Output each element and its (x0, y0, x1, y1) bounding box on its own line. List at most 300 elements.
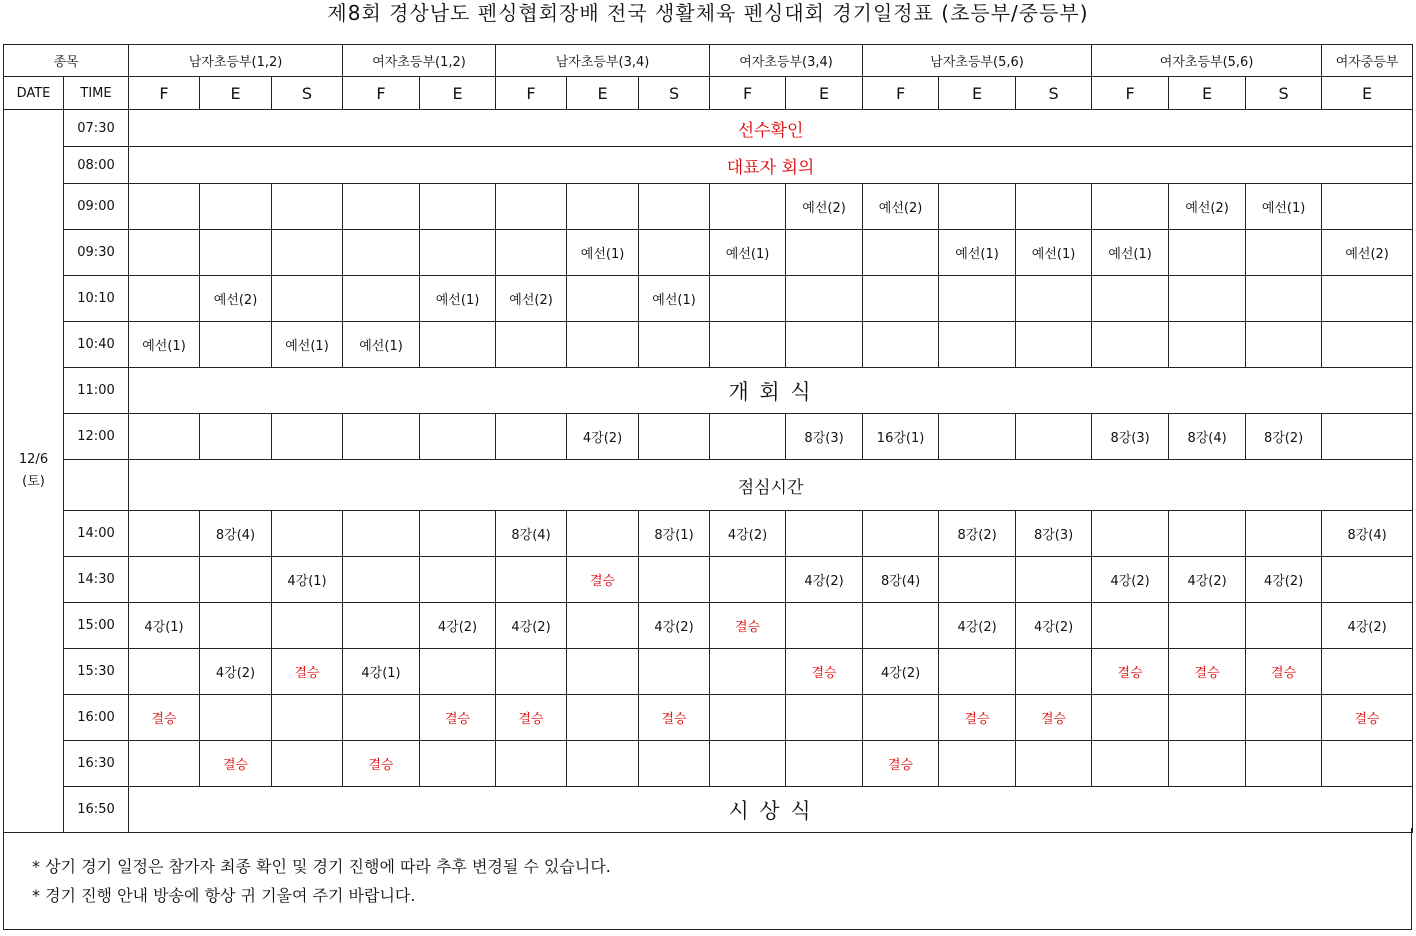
schedule-row (4, 110, 1413, 147)
time-cell: 16:00 (64, 695, 129, 741)
final-label: 결승 (294, 666, 320, 681)
round-label: 4강(1) (287, 574, 327, 589)
match-cell (420, 184, 496, 230)
match-cell (420, 322, 496, 368)
match-cell (420, 230, 496, 276)
round-label: 4강(2) (1347, 620, 1387, 635)
note-line: * 상기 경기 일정은 참가자 최종 확인 및 경기 진행에 따라 추후 변경될 수 있습니다. (32, 857, 611, 876)
match-cell (420, 695, 496, 741)
event-banner: 시 상 식 (129, 787, 1413, 833)
match-cell (1322, 695, 1413, 741)
final-label: 결승 (1194, 666, 1220, 681)
match-cell (1016, 511, 1092, 557)
match-cell (1169, 741, 1246, 787)
match-cell (863, 557, 939, 603)
match-cell (1169, 557, 1246, 603)
date-weekday: (토) (22, 474, 45, 489)
round-label: 4강(2) (880, 666, 921, 681)
match-cell (129, 557, 200, 603)
match-cell (1322, 184, 1413, 230)
match-cell (710, 695, 786, 741)
round-label: 8강(3) (1033, 528, 1074, 543)
match-cell (1169, 649, 1246, 695)
match-cell (639, 322, 710, 368)
match-cell (420, 603, 496, 649)
weapon-header: F (343, 77, 420, 110)
match-cell (939, 230, 1016, 276)
final-label: 결승 (518, 712, 544, 727)
match-cell (496, 414, 567, 460)
match-cell (272, 322, 343, 368)
match-cell (939, 276, 1016, 322)
match-cell (1246, 230, 1322, 276)
round-label: 예선(1) (285, 339, 329, 354)
final-label: 결승 (964, 712, 990, 727)
round-label: 예선(1) (580, 247, 625, 262)
weapon-header: E (567, 77, 639, 110)
match-cell (1322, 511, 1413, 557)
weapon-header: S (639, 77, 710, 110)
match-cell (200, 649, 272, 695)
match-cell (272, 557, 343, 603)
weapon-header: E (420, 77, 496, 110)
time-cell: 08:00 (64, 147, 129, 184)
match-cell (863, 322, 939, 368)
match-cell (1169, 414, 1246, 460)
match-cell (496, 230, 567, 276)
match-cell (1092, 741, 1169, 787)
weapon-header: F (1092, 77, 1169, 110)
final-label: 결승 (1117, 666, 1143, 681)
round-label: 8강(2) (1263, 431, 1304, 446)
weapon-header: E (939, 77, 1016, 110)
match-cell (1092, 276, 1169, 322)
time-cell: 10:10 (64, 276, 129, 322)
round-label: 16강(1) (876, 431, 925, 446)
event-banner: 점심시간 (129, 460, 1413, 511)
match-cell (1322, 649, 1413, 695)
time-cell (64, 460, 129, 511)
time-cell: 07:30 (64, 110, 129, 147)
match-cell (343, 649, 420, 695)
match-cell (1016, 741, 1092, 787)
round-label: 4강(2) (215, 666, 256, 681)
match-cell (939, 322, 1016, 368)
match-cell (567, 557, 639, 603)
round-label: 4강(1) (144, 620, 184, 635)
round-label: 예선(1) (142, 339, 186, 354)
match-cell (1092, 603, 1169, 649)
round-label: 4강(2) (727, 528, 768, 543)
match-cell (343, 695, 420, 741)
match-cell (200, 695, 272, 741)
round-label: 예선(2) (1345, 247, 1389, 262)
round-label: 예선(2) (878, 201, 923, 216)
time-cell: 10:40 (64, 322, 129, 368)
match-cell (496, 322, 567, 368)
match-cell (639, 603, 710, 649)
match-cell (496, 741, 567, 787)
time-cell: 09:30 (64, 230, 129, 276)
round-label: 8강(4) (880, 574, 921, 589)
round-label: 예선(1) (359, 339, 403, 354)
match-cell (1246, 276, 1322, 322)
match-cell (639, 741, 710, 787)
group-header: 여자초등부(5,6) (1092, 45, 1322, 77)
match-cell (1016, 695, 1092, 741)
date-cell (4, 110, 64, 833)
schedule-row (4, 557, 1413, 603)
header-row-groups (4, 45, 1413, 77)
round-label: 8강(4) (1347, 528, 1387, 543)
match-cell (639, 184, 710, 230)
match-cell (939, 649, 1016, 695)
match-cell (710, 322, 786, 368)
match-cell (786, 649, 863, 695)
match-cell (567, 322, 639, 368)
match-cell (639, 649, 710, 695)
match-cell (1246, 649, 1322, 695)
match-cell (863, 276, 939, 322)
match-cell (420, 511, 496, 557)
match-cell (786, 695, 863, 741)
time-cell: 11:00 (64, 368, 129, 414)
round-label: 예선(1) (1261, 201, 1306, 216)
final-label: 결승 (589, 574, 616, 589)
match-cell (939, 511, 1016, 557)
match-cell (939, 603, 1016, 649)
time-cell: 16:50 (64, 787, 129, 833)
match-cell (863, 649, 939, 695)
group-header: 여자초등부(3,4) (710, 45, 863, 77)
match-cell (1322, 741, 1413, 787)
note-line: * 경기 진행 안내 방송에 항상 귀 기울여 주기 바랍니다. (32, 886, 416, 905)
match-cell (129, 322, 200, 368)
match-cell (1092, 557, 1169, 603)
round-label: 예선(1) (435, 293, 480, 308)
event-banner: 선수확인 (129, 110, 1413, 147)
schedule-row (4, 741, 1413, 787)
match-cell (129, 649, 200, 695)
match-cell (496, 276, 567, 322)
match-cell (1246, 322, 1322, 368)
match-cell (420, 276, 496, 322)
match-cell (420, 649, 496, 695)
match-cell (1016, 322, 1092, 368)
round-label: 예선(2) (802, 201, 846, 216)
match-cell (272, 603, 343, 649)
match-cell (420, 557, 496, 603)
event-banner: 대표자 회의 (129, 147, 1413, 184)
match-cell (863, 414, 939, 460)
match-cell (1322, 414, 1413, 460)
time-cell: 15:00 (64, 603, 129, 649)
match-cell (272, 230, 343, 276)
weapon-header: F (863, 77, 939, 110)
final-label: 결승 (151, 712, 177, 727)
schedule-row (4, 695, 1413, 741)
match-cell (1322, 322, 1413, 368)
match-cell (496, 184, 567, 230)
match-cell (710, 184, 786, 230)
match-cell (343, 511, 420, 557)
match-cell (1016, 230, 1092, 276)
match-cell (710, 276, 786, 322)
match-cell (1016, 184, 1092, 230)
weapon-header: E (1322, 77, 1413, 110)
schedule-row (4, 147, 1413, 184)
match-cell (1246, 557, 1322, 603)
final-label: 결승 (734, 620, 761, 635)
time-cell: 14:30 (64, 557, 129, 603)
date-header: DATE (4, 77, 64, 110)
round-label: 8강(1) (654, 528, 694, 543)
match-cell (1246, 184, 1322, 230)
match-cell (1092, 322, 1169, 368)
round-label: 4강(2) (957, 620, 997, 635)
match-cell (939, 557, 1016, 603)
match-cell (496, 695, 567, 741)
match-cell (200, 603, 272, 649)
match-cell (129, 511, 200, 557)
match-cell (567, 230, 639, 276)
match-cell (1322, 603, 1413, 649)
match-cell (1092, 511, 1169, 557)
schedule-row (4, 184, 1413, 230)
match-cell (1016, 414, 1092, 460)
match-cell (129, 695, 200, 741)
weapon-header: F (710, 77, 786, 110)
final-label: 결승 (1354, 712, 1380, 727)
match-cell (639, 695, 710, 741)
match-cell (1246, 414, 1322, 460)
group-header: 남자초등부(3,4) (496, 45, 710, 77)
final-label: 결승 (661, 712, 687, 727)
round-label: 예선(1) (1031, 247, 1076, 262)
match-cell (272, 741, 343, 787)
match-cell (710, 230, 786, 276)
match-cell (1092, 649, 1169, 695)
round-label: 4강(2) (1110, 574, 1150, 589)
match-cell (863, 695, 939, 741)
match-cell (863, 741, 939, 787)
match-cell (786, 603, 863, 649)
weapon-header: S (1016, 77, 1092, 110)
round-label: 4강(2) (1187, 574, 1227, 589)
schedule-row (4, 787, 1413, 833)
round-label: 4강(2) (511, 620, 551, 635)
match-cell (1322, 276, 1413, 322)
match-cell (863, 511, 939, 557)
match-cell (129, 230, 200, 276)
match-cell (1016, 603, 1092, 649)
match-cell (786, 276, 863, 322)
round-label: 4강(2) (437, 620, 478, 635)
match-cell (786, 184, 863, 230)
match-cell (496, 603, 567, 649)
match-cell (786, 414, 863, 460)
final-label: 결승 (1271, 666, 1297, 681)
schedule-row (4, 322, 1413, 368)
schedule-row (4, 414, 1413, 460)
match-cell (343, 557, 420, 603)
match-cell (343, 414, 420, 460)
match-cell (710, 649, 786, 695)
round-label: 예선(2) (213, 293, 258, 308)
match-cell (786, 322, 863, 368)
match-cell (200, 741, 272, 787)
match-cell (939, 184, 1016, 230)
match-cell (639, 230, 710, 276)
round-label: 8강(3) (1110, 431, 1150, 446)
match-cell (272, 511, 343, 557)
match-cell (272, 649, 343, 695)
weapon-header: S (1246, 77, 1322, 110)
match-cell (1322, 230, 1413, 276)
time-cell: 12:00 (64, 414, 129, 460)
match-cell (200, 557, 272, 603)
round-label: 8강(4) (215, 528, 256, 543)
final-label: 결승 (1041, 712, 1067, 727)
match-cell (272, 276, 343, 322)
round-label: 8강(4) (511, 528, 551, 543)
match-cell (272, 695, 343, 741)
match-cell (129, 603, 200, 649)
match-cell (710, 557, 786, 603)
schedule-row (4, 649, 1413, 695)
match-cell (1169, 511, 1246, 557)
match-cell (1169, 184, 1246, 230)
match-cell (567, 276, 639, 322)
match-cell (1092, 414, 1169, 460)
match-cell (420, 741, 496, 787)
time-header: TIME (64, 77, 129, 110)
group-header: 남자초등부(5,6) (863, 45, 1092, 77)
match-cell (1016, 649, 1092, 695)
round-label: 예선(2) (509, 293, 553, 308)
match-cell (1092, 695, 1169, 741)
match-cell (939, 741, 1016, 787)
match-cell (343, 184, 420, 230)
group-header: 여자초등부(1,2) (343, 45, 496, 77)
round-label: 4강(2) (582, 431, 623, 446)
match-cell (272, 184, 343, 230)
match-cell (639, 276, 710, 322)
match-cell (129, 184, 200, 230)
final-label: 결승 (444, 712, 471, 727)
match-cell (129, 414, 200, 460)
match-cell (496, 557, 567, 603)
match-cell (200, 230, 272, 276)
match-cell (786, 230, 863, 276)
time-cell: 09:00 (64, 184, 129, 230)
schedule-row (4, 276, 1413, 322)
match-cell (1016, 276, 1092, 322)
match-cell (129, 276, 200, 322)
match-cell (567, 603, 639, 649)
match-cell (639, 414, 710, 460)
notes-box (3, 828, 1412, 930)
match-cell (1092, 184, 1169, 230)
page-title: 제8회 경상남도 펜싱협회장배 전국 생활체육 펜싱대회 경기일정표 (초등부/중등부) (327, 1, 1089, 25)
match-cell (129, 741, 200, 787)
match-cell (786, 557, 863, 603)
final-label: 결승 (222, 758, 249, 773)
time-cell: 16:30 (64, 741, 129, 787)
match-cell (1246, 511, 1322, 557)
match-cell (200, 414, 272, 460)
match-cell (1246, 741, 1322, 787)
final-label: 결승 (888, 758, 914, 773)
match-cell (343, 741, 420, 787)
schedule-row (4, 603, 1413, 649)
match-cell (1169, 695, 1246, 741)
match-cell (1016, 557, 1092, 603)
weapon-header: F (129, 77, 200, 110)
round-label: 예선(1) (1108, 247, 1152, 262)
match-cell (863, 230, 939, 276)
match-cell (1246, 695, 1322, 741)
match-cell (567, 649, 639, 695)
match-cell (496, 511, 567, 557)
match-cell (496, 649, 567, 695)
round-label: 4강(2) (1263, 574, 1304, 589)
match-cell (1169, 322, 1246, 368)
round-label: 4강(2) (1033, 620, 1074, 635)
match-cell (1169, 603, 1246, 649)
match-cell (200, 276, 272, 322)
weapon-header: S (272, 77, 343, 110)
match-cell (939, 695, 1016, 741)
match-cell (710, 414, 786, 460)
round-label: 예선(2) (1185, 201, 1229, 216)
final-label: 결승 (811, 666, 837, 681)
match-cell (567, 414, 639, 460)
match-cell (343, 276, 420, 322)
match-cell (710, 741, 786, 787)
weapon-header: E (1169, 77, 1246, 110)
match-cell (939, 414, 1016, 460)
match-cell (272, 414, 343, 460)
match-cell (200, 184, 272, 230)
match-cell (1246, 603, 1322, 649)
match-cell (420, 414, 496, 460)
match-cell (1322, 557, 1413, 603)
match-cell (639, 557, 710, 603)
match-cell (567, 511, 639, 557)
weapon-header: E (200, 77, 272, 110)
match-cell (786, 511, 863, 557)
match-cell (343, 230, 420, 276)
round-label: 4강(2) (804, 574, 844, 589)
match-cell (567, 184, 639, 230)
header-row-weapons (4, 77, 1413, 110)
round-label: 4강(2) (654, 620, 694, 635)
match-cell (343, 603, 420, 649)
round-label: 예선(1) (652, 293, 696, 308)
round-label: 8강(3) (804, 431, 844, 446)
match-cell (639, 511, 710, 557)
time-cell: 14:00 (64, 511, 129, 557)
date-day: 12/6 (18, 452, 49, 467)
schedule-row (4, 368, 1413, 414)
schedule-row (4, 460, 1413, 511)
event-banner: 개 회 식 (129, 368, 1413, 414)
group-header: 남자초등부(1,2) (129, 45, 343, 77)
event-header: 종목 (4, 45, 129, 77)
match-cell (1169, 230, 1246, 276)
weapon-header: E (786, 77, 863, 110)
